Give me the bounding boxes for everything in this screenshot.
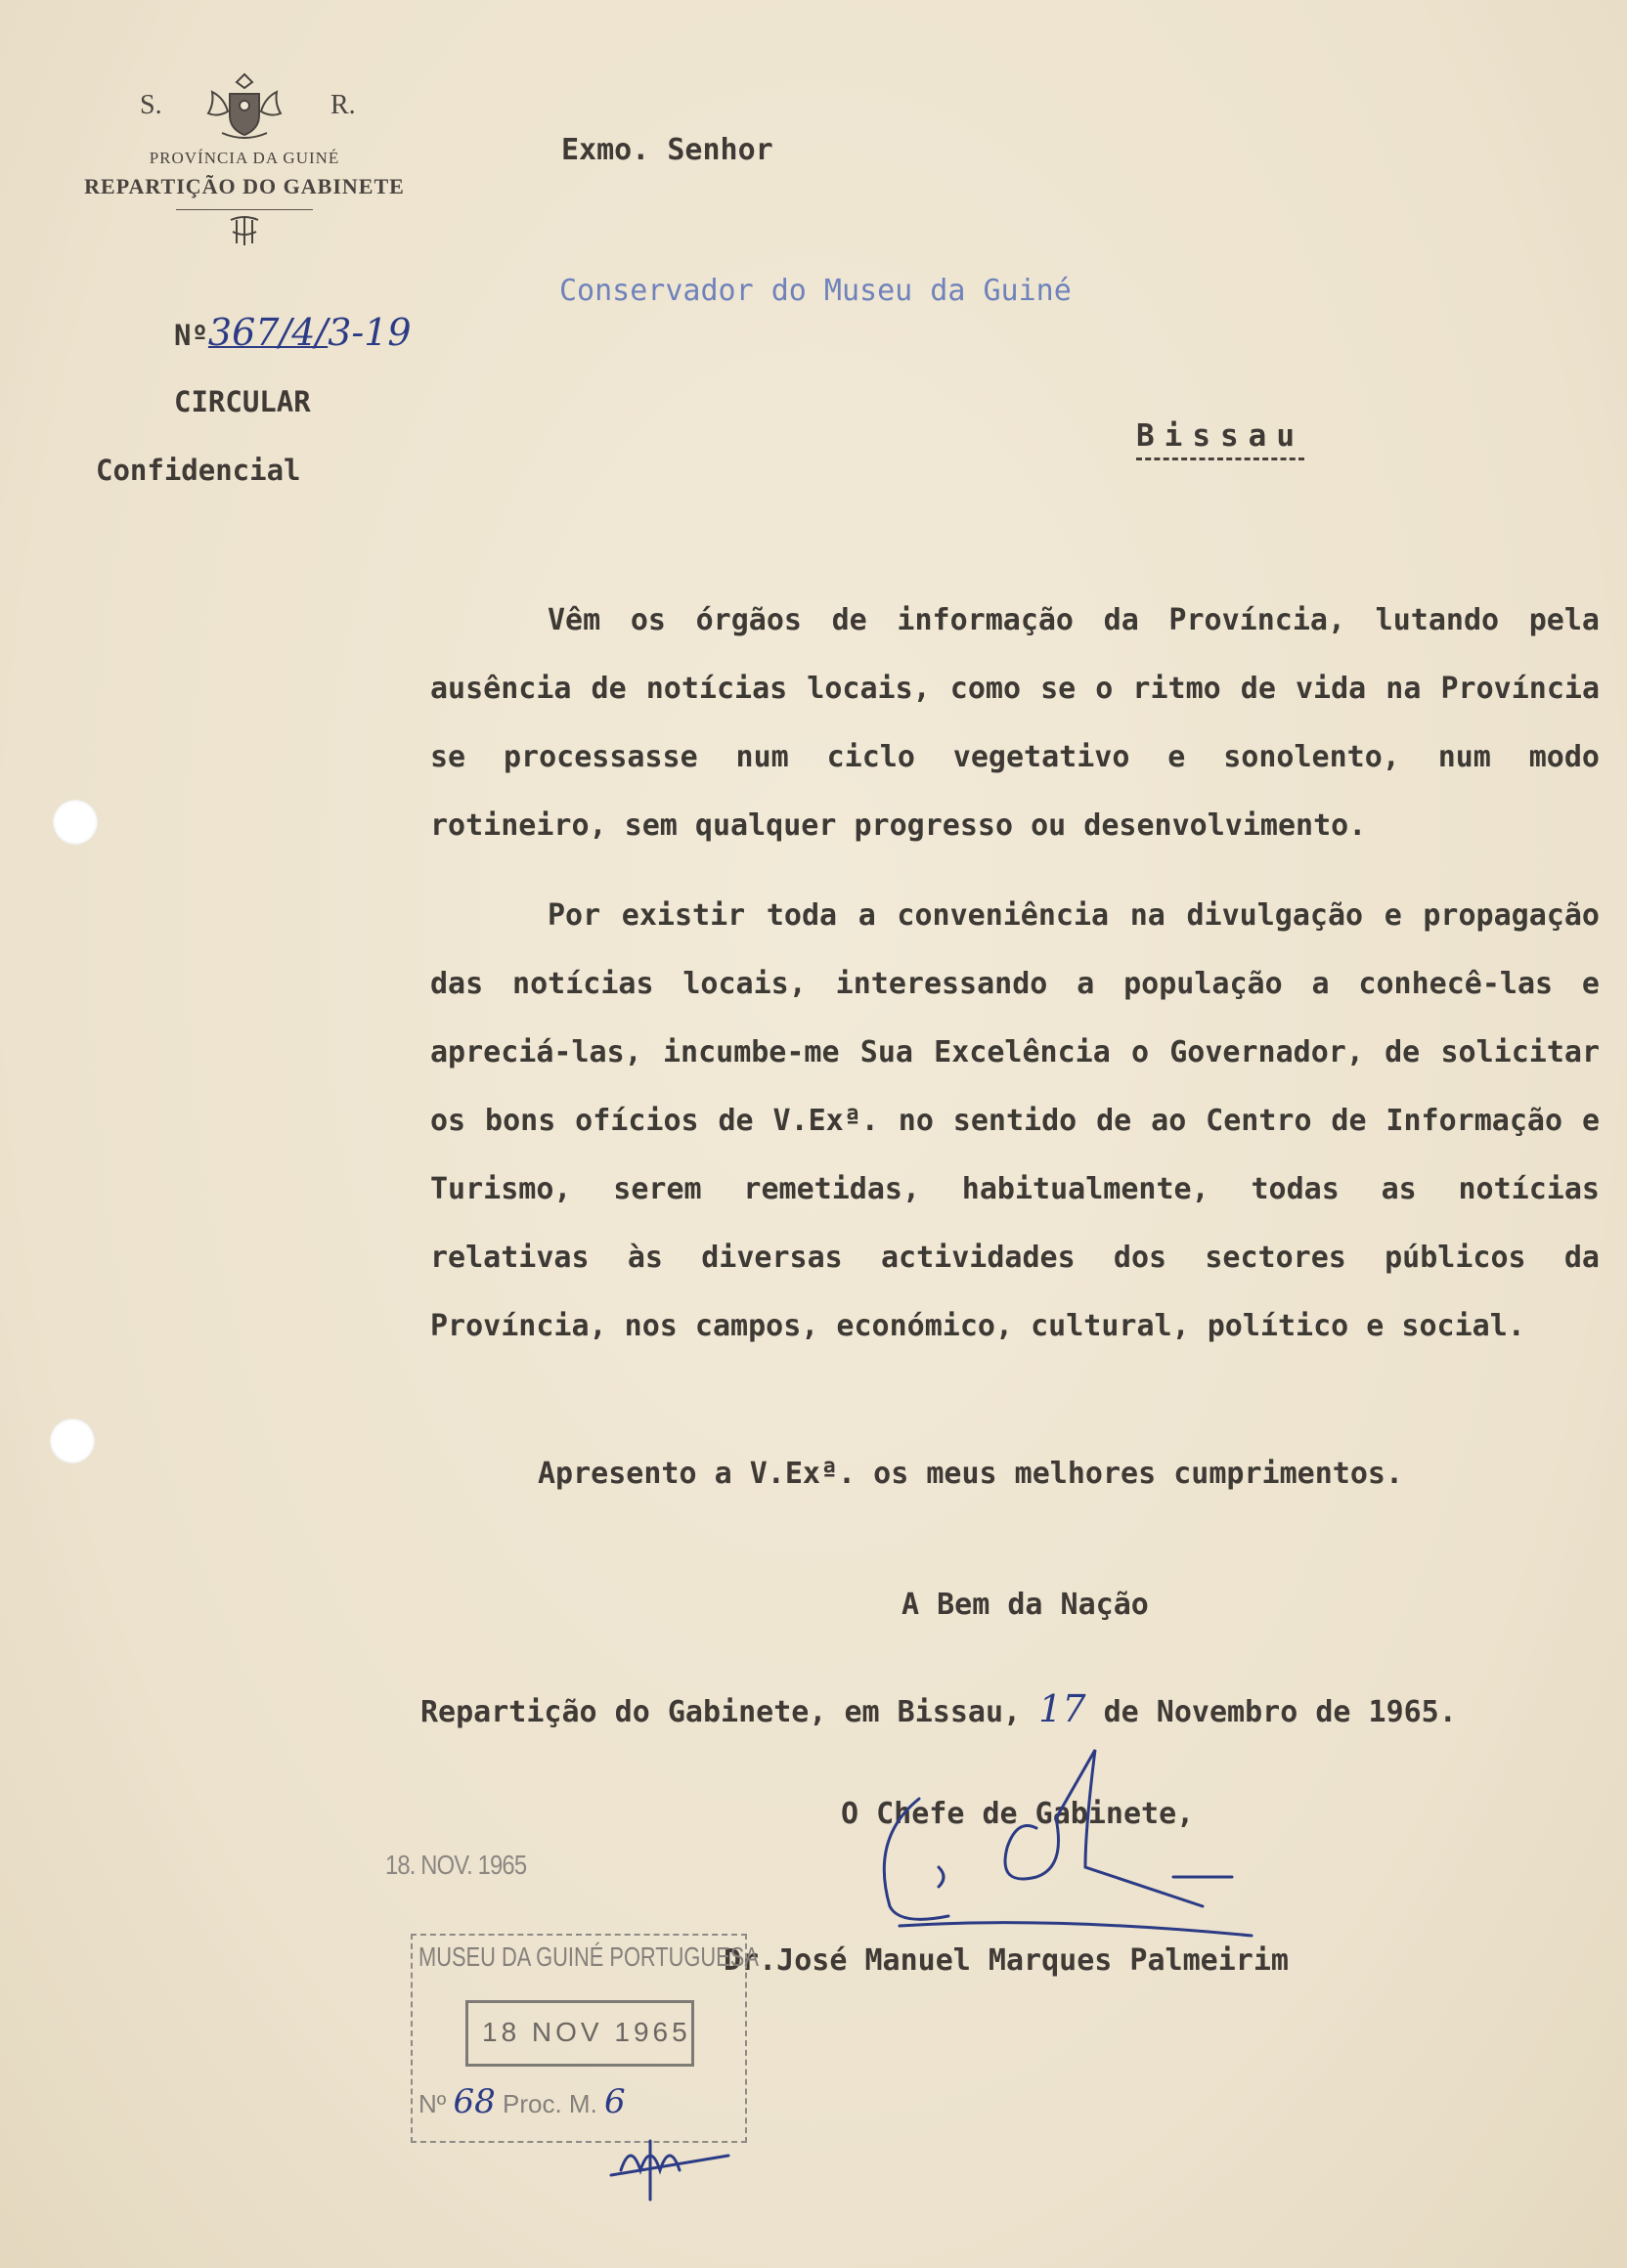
stamp-museum-name: MUSEU DA GUINÉ PORTUGUESA — [418, 1941, 759, 1972]
monogram-icon — [59, 214, 430, 254]
classification-label: Confidencial — [96, 454, 301, 487]
stamp-handwritten-number: 68 — [453, 2082, 496, 2121]
reference-prefix: Nº — [174, 319, 208, 352]
dateline-handwritten-day: 17 — [1038, 1687, 1086, 1730]
letterhead — [59, 68, 430, 254]
reference-handwritten-number: 367/4/ — [207, 311, 329, 354]
body-paragraph: Vêm os órgãos de informação da Província, lutando pela ausência de notícias locais, como se o ritmo de vida na Província se processasse num ciclo vegetativo e sonolento, num modo rotineiro, sem qualquer progresso ou desenvolvimento. — [430, 603, 1600, 843]
dateline-suffix: de Novembro de 1965. — [1103, 1695, 1457, 1729]
letterhead-left-letter: S. — [140, 90, 162, 120]
salutation: Exmo. Senhor — [561, 133, 773, 167]
stamp-date-box — [465, 2000, 694, 2067]
motto: A Bem da Nação — [901, 1588, 1149, 1622]
stamp-handwritten-proc: 6 — [604, 2082, 626, 2121]
dateline-prefix: Repartição do Gabinete, em Bissau, — [420, 1695, 1022, 1729]
closing-line: Apresento a V.Exª. os meus melhores cumprimentos. — [538, 1457, 1404, 1491]
stamp-number-label: Nº — [418, 2089, 447, 2118]
stamp-proc-label: Proc. M. — [503, 2089, 597, 2118]
crest-icon — [202, 68, 286, 148]
stamp-date: 18 NOV 1965 — [482, 2017, 691, 2047]
document-type: CIRCULAR — [174, 385, 311, 418]
letterhead-department: REPARTIÇÃO DO GABINETE — [84, 174, 405, 198]
signatory-title: O Chefe de Gabinete, — [841, 1797, 1195, 1831]
received-date-stamp: 18. NOV. 1965 — [385, 1850, 527, 1880]
recipient-city: Bissau — [1136, 418, 1304, 460]
stamp-number-line — [418, 2082, 626, 2121]
museum-stamp — [411, 1934, 759, 2143]
letterhead-right-letter: R. — [330, 90, 356, 120]
letter-body — [430, 587, 1600, 1382]
punch-hole-top — [53, 800, 98, 845]
punch-hole-bottom — [50, 1418, 95, 1463]
letterhead-province: PROVÍNCIA DA GUINÉ — [149, 149, 340, 167]
addressee: Conservador do Museu da Guiné — [559, 274, 1072, 308]
reference-handwritten-suffix: 3-19 — [328, 311, 412, 354]
letterhead-divider — [176, 209, 313, 210]
signatory-name: Dr.José Manuel Marques Palmeirim — [724, 1943, 1289, 1978]
dateline — [420, 1687, 1457, 1730]
body-paragraph: Por existir toda a conveniência na divulgação e propagação das notícias locais, interessando a população a conhecê-las e apreciá-las, incumbe-me Sua Excelência o Governador, de solicitar os bons ofícios de V.Exª. no sentido de ao Centro de Informação e Turismo, serem remetidas, habitualmente, todas as notícias relativas às diversas actividades dos sectores públicos da Província, nos campos, económico, cultural, político e social. — [430, 898, 1600, 1343]
reference-number — [174, 311, 412, 354]
handwritten-initials — [601, 2131, 738, 2209]
handwritten-signature — [812, 1740, 1281, 1965]
